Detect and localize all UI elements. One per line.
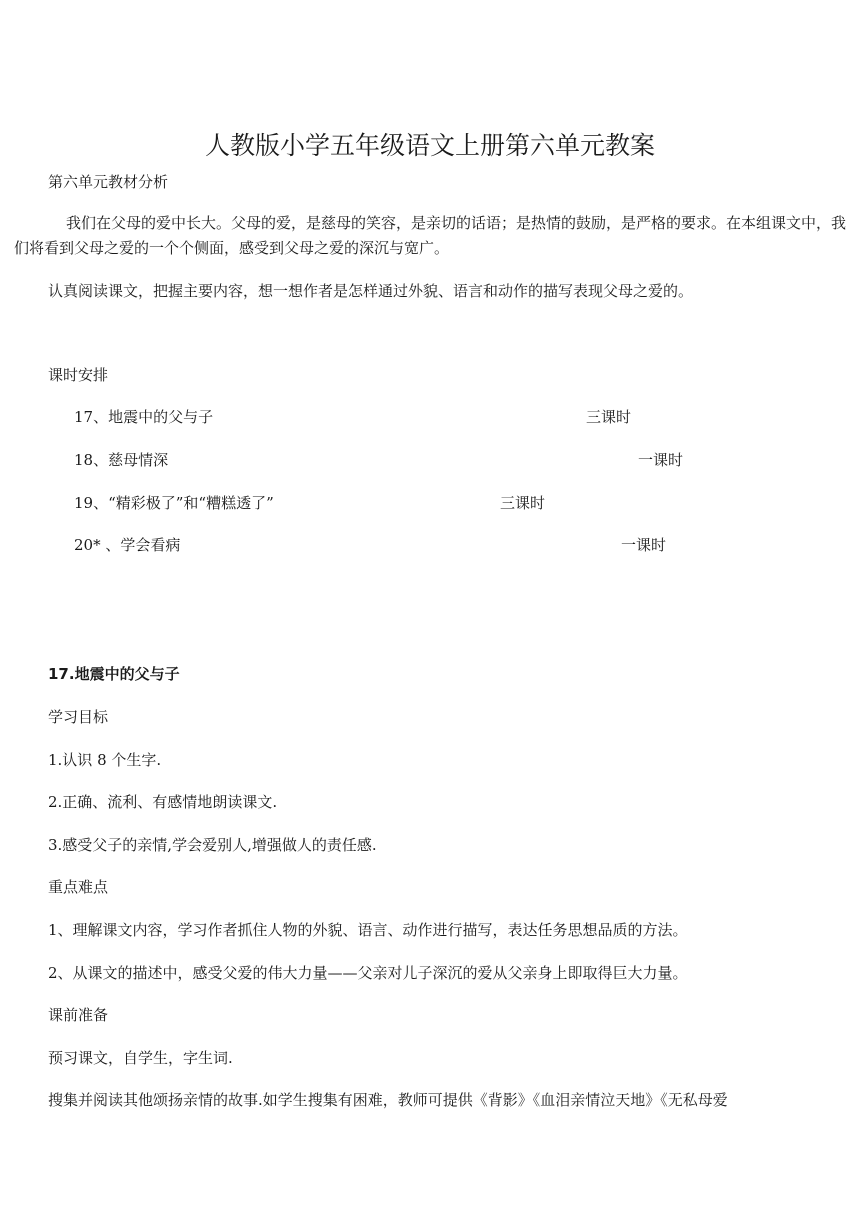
key-points-heading: 重点难点 xyxy=(48,878,109,896)
goal-item: 1.认识 8 个生字. xyxy=(48,751,162,769)
prep-heading: 课前准备 xyxy=(48,1006,109,1024)
schedule-hours: 一课时 xyxy=(638,451,684,469)
lesson-heading: 17.地震中的父与子 xyxy=(48,665,180,683)
goal-item: 2.正确、流利、有感情地朗读课文. xyxy=(48,793,278,811)
analysis-heading: 第六单元教材分析 xyxy=(48,173,169,191)
intro-paragraph: 我们在父母的爱中长大。父母的爱，是慈母的笑容，是亲切的话语；是热情的鼓励，是严格的要求。在本组课文中，我们将看到父母之爱的一个个侧面，感受到父母之爱的深沉与宽广。 xyxy=(14,214,847,257)
schedule-heading: 课时安排 xyxy=(48,366,109,384)
document-title: 人教版小学五年级语文上册第六单元教案 xyxy=(204,131,655,160)
goals-heading: 学习目标 xyxy=(48,708,109,726)
schedule-hours: 一课时 xyxy=(621,536,667,554)
schedule-hours: 三课时 xyxy=(500,494,546,512)
goal-item: 3.感受父子的亲情,学会爱别人,增强做人的责任感. xyxy=(48,836,377,854)
key-point-item: 1、理解课文内容，学习作者抓住人物的外貌、语言、动作进行描写，表达任务思想品质的方法。 xyxy=(48,921,688,939)
schedule-lesson: 18、慈母情深 xyxy=(74,451,169,469)
schedule-lesson: 17、地震中的父与子 xyxy=(74,408,214,426)
schedule-hours: 三课时 xyxy=(586,408,632,426)
prep-item: 搜集并阅读其他颂扬亲情的故事.如学生搜集有困难，教师可提供《背影》《血泪亲情泣天地》《无私母爱 xyxy=(48,1091,728,1109)
reading-task: 认真阅读课文，把握主要内容，想一想作者是怎样通过外貌、语言和动作的描写表现父母之爱的。 xyxy=(48,282,694,300)
schedule-lesson: 19、“精彩极了”和“糟糕透了” xyxy=(74,494,274,512)
schedule-lesson: 20* 、学会看病 xyxy=(74,536,181,554)
prep-item: 预习课文，自学生，字生词. xyxy=(48,1049,233,1067)
key-point-item: 2、从课文的描述中，感受父爱的伟大力量——父亲对儿子深沉的爱从父亲身上即取得巨大力量。 xyxy=(48,964,688,982)
